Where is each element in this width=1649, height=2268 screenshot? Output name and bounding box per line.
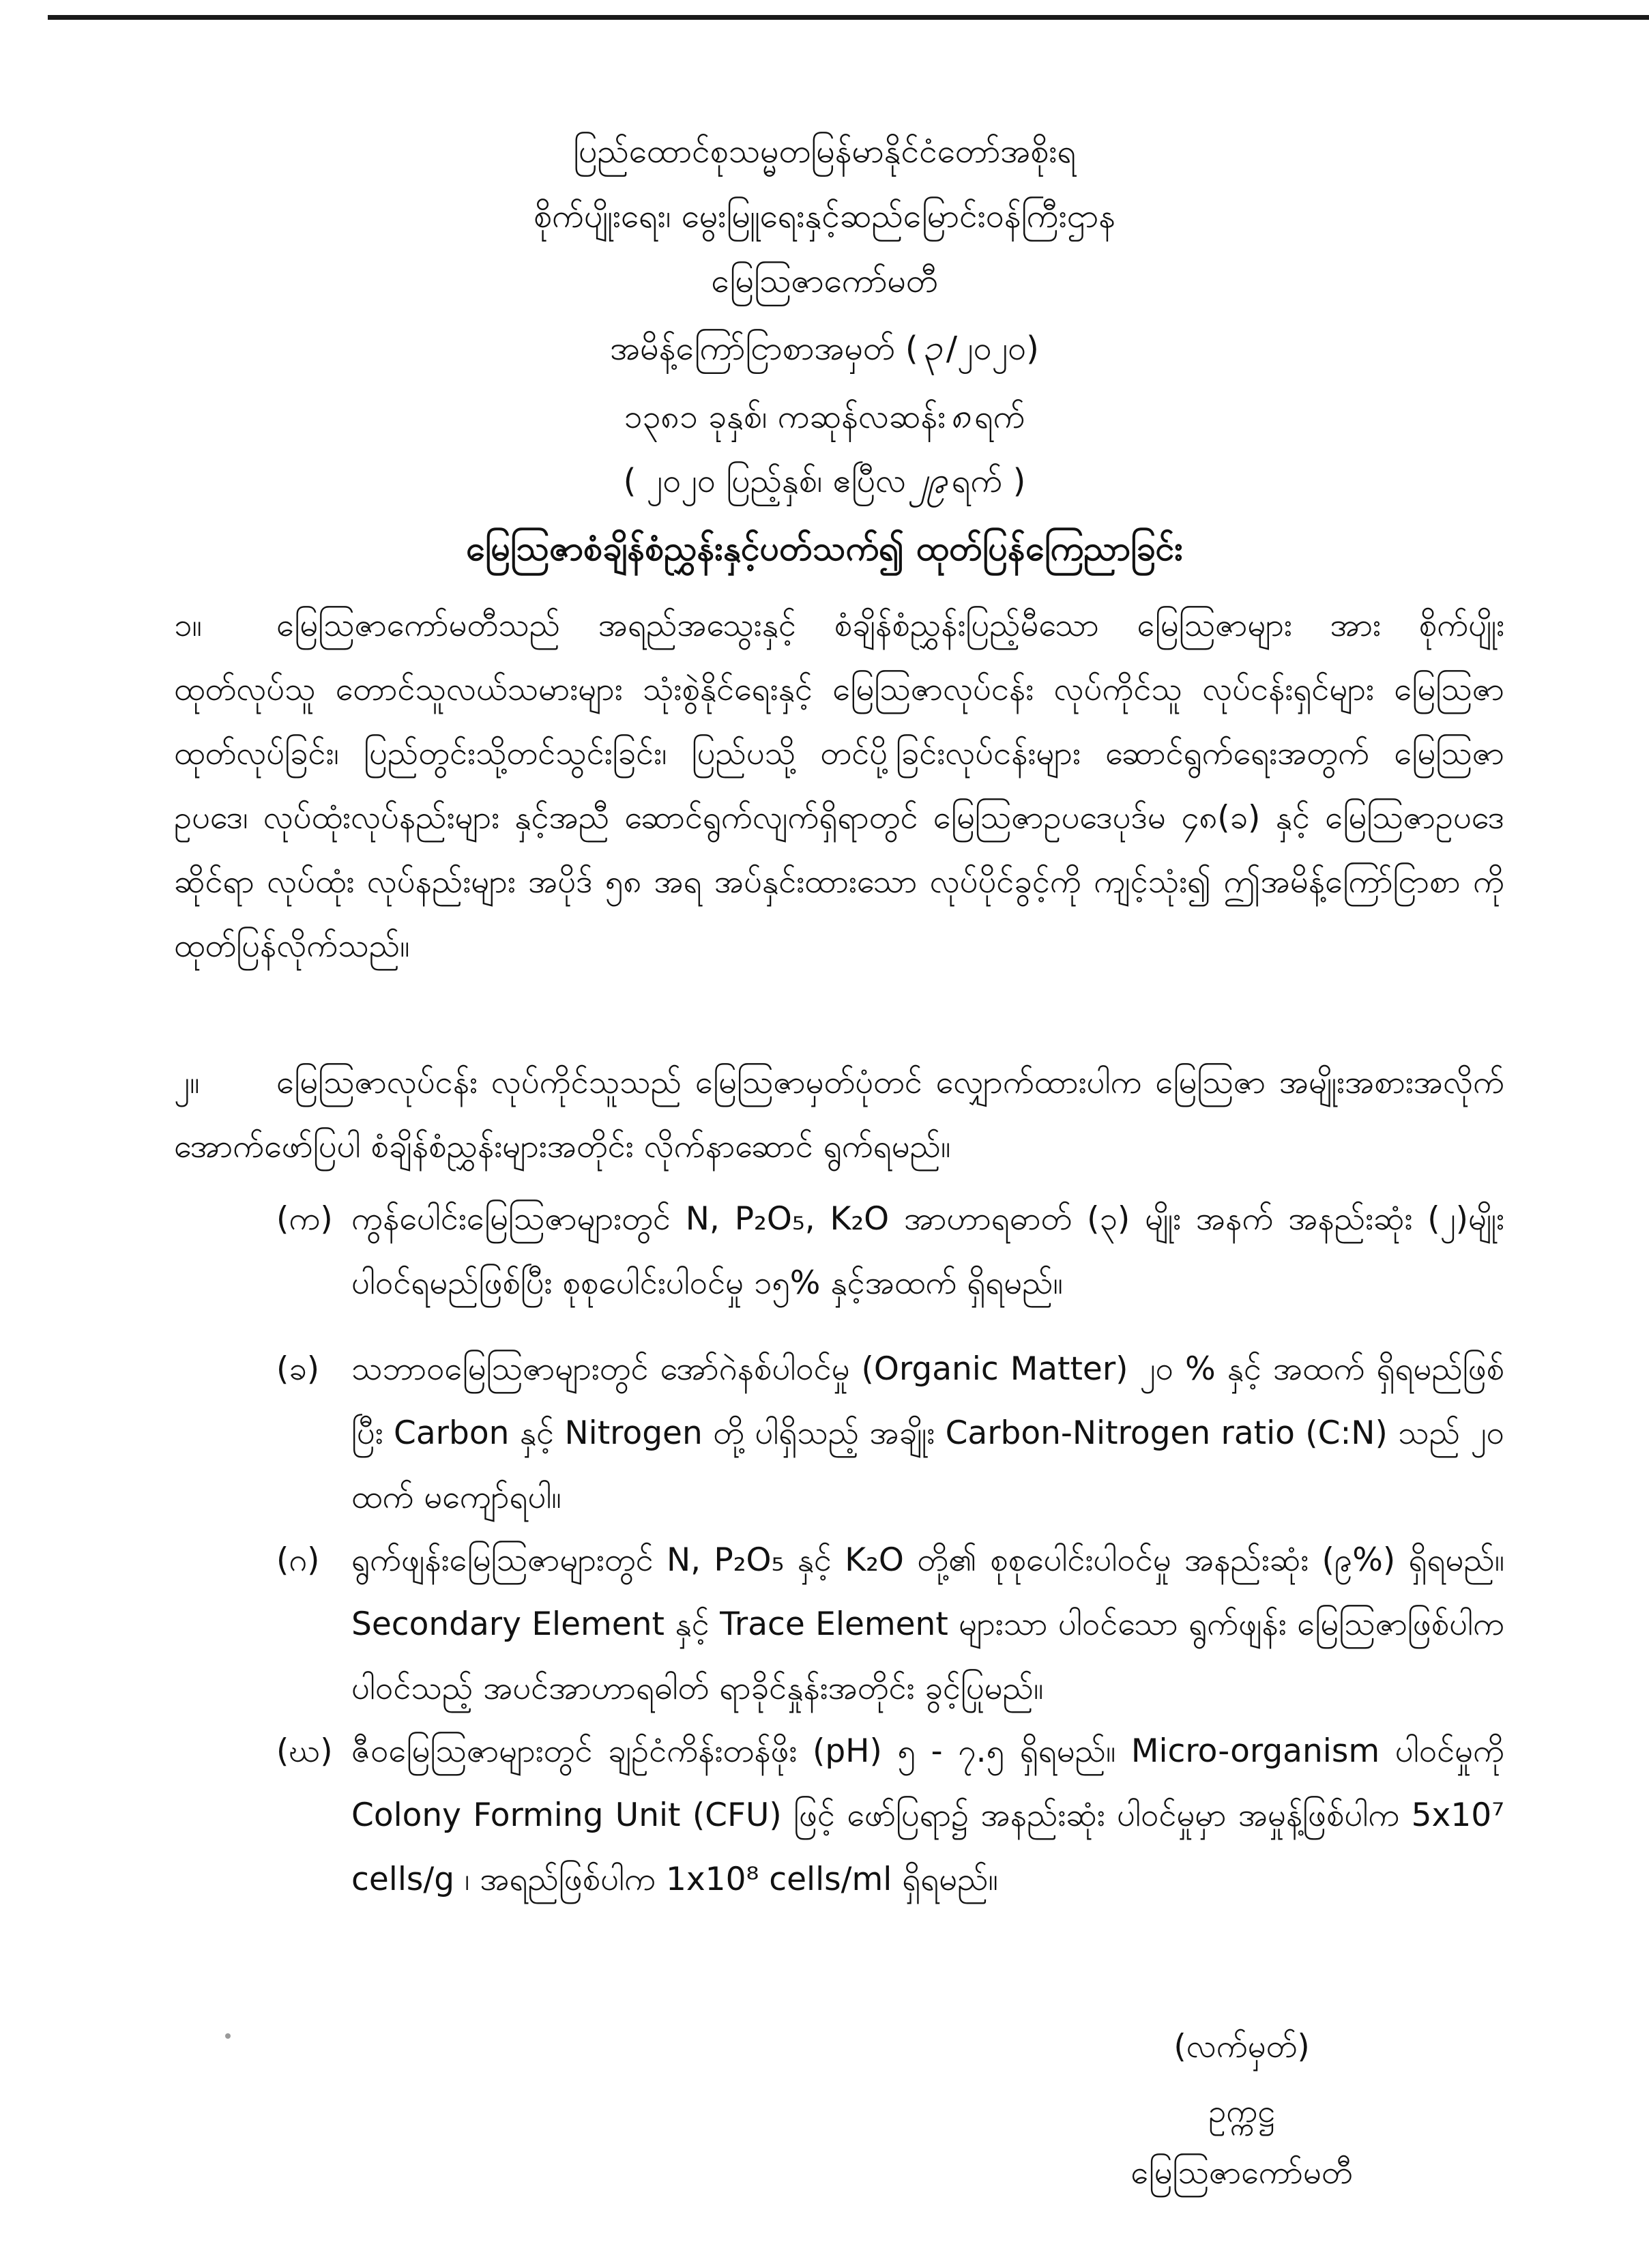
item-text: ကွန်ပေါင်းမြေသြဇာများတွင် N, P₂O₅, K₂O အာဟာရဓာတ် (၃) မျိုး အနက် အနည်းဆုံး (၂)မျိုး ပါဝင်ရမည်ဖြစ်ပြီး စုစုပေါင်းပါဝင်မှု ၁၅% နှင့်အထက် ရှိရမည်။ — [351, 1200, 1504, 1302]
item-label: (က) — [276, 1200, 333, 1238]
gregorian-date-day-handwritten: ၂၉ — [910, 460, 948, 501]
top-border-rule — [48, 15, 1649, 20]
myanmar-date-suffix: ရက် — [974, 398, 1025, 436]
paragraph-number: ၂။ — [174, 1064, 200, 1101]
order-number-handwritten: ၃ — [922, 328, 942, 368]
gregorian-date-prefix: ( ၂၀၂၀ ပြည့်နှစ်၊ ဧပြီလ — [623, 462, 906, 500]
government-title: ပြည်ထောင်စုသမ္မတမြန်မာနိုင်ငံတော်အစိုးရ — [572, 132, 1077, 171]
paragraph-number: ၁။ — [174, 607, 202, 644]
scan-speck — [225, 2033, 231, 2039]
item-text: ရွက်ဖျန်းမြေသြဇာများတွင် N, P₂O₅ နှင့် K₂O တို့၏ စုစုပေါင်းပါဝင်မှု အနည်းဆုံး (၉%) ရှိရမည်။ Secondary Element နှင့် Trace Element များသာ ပါဝင်သော ရွက်ဖျန်း မြေသြဇာဖြစ်ပါက ပါဝင်သည့် အပင်အာဟာရဓါတ် ရာခိုင်နှုန်းအတိုင်း ခွင့်ပြုမည်။ — [351, 1541, 1504, 1707]
order-number-line — [0, 326, 1649, 370]
item-text: သဘာဝမြေသြဇာများတွင် အော်ဂဲနစ်ပါဝင်မှု (Organic Matter) ၂၀ % နှင့် အထက် ရှိရမည်ဖြစ်ပြီး Carbon နှင့် Nitrogen တို့ ပါရှိသည့် အချိုး Carbon-Nitrogen ratio (C:N) သည် ၂၀ ထက် မကျော်ရပါ။ — [351, 1350, 1504, 1516]
signature-signed: (လက်မှတ်) — [1173, 2028, 1310, 2065]
item-label: (ဃ) — [276, 1732, 333, 1770]
standard-item-organic — [276, 1337, 1504, 1530]
gregorian-date-suffix: ရက် ) — [951, 462, 1026, 500]
notice-subject: မြေသြဇာစံချိန်စံညွှန်းနှင့်ပတ်သက်၍ ထုတ်ပြန်ကြေညာခြင်း — [465, 529, 1184, 568]
myanmar-date-line — [0, 394, 1649, 439]
standard-item-compound — [276, 1187, 1504, 1315]
myanmar-date-day-handwritten: ၈ — [950, 396, 971, 437]
gregorian-date-line — [0, 459, 1649, 503]
paragraph-2 — [174, 1051, 1504, 1179]
standard-item-foliar — [276, 1528, 1504, 1721]
order-number-suffix: /၂၀၂၀) — [946, 330, 1039, 368]
paragraph-1 — [174, 594, 1504, 978]
ministry-title: စိုက်ပျိုးရေး၊ မွေးမြူရေးနှင့်ဆည်မြောင်းဝန်ကြီးဌာန — [534, 197, 1115, 235]
standard-item-biofertilizer — [276, 1719, 1504, 1912]
order-number-prefix: အမိန့်ကြော်ငြာစာအမှတ် ( — [610, 330, 918, 368]
committee-title: မြေသြဇာကော်မတီ — [711, 262, 938, 300]
myanmar-date-prefix: ၁၃၈၁ ခုနှစ်၊ ကဆုန်လဆန်း — [624, 398, 946, 436]
item-text: ဇီဝမြေသြဇာများတွင် ချဉ်ငံကိန်းတန်ဖိုး (pH) ၅ - ၇.၅ ရှိရမည်။ Micro-organism ပါဝင်မှုကို Colony Forming Unit (CFU) ဖြင့် ဖော်ပြရာ၌ အနည်းဆုံး ပါဝင်မှုမှာ အမှုန့်ဖြစ်ပါက 5x10⁷ cells/g ၊ အရည်ဖြစ်ပါက 1x10⁸ cells/ml ရှိရမည်။ — [351, 1732, 1504, 1898]
item-label: (ခ) — [276, 1350, 320, 1388]
signature-title: ဥက္ကဋ္ဌ — [1208, 2093, 1275, 2130]
paragraph-text: မြေသြဇာလုပ်ငန်း လုပ်ကိုင်သူသည် မြေသြဇာမှတ်ပုံတင် လျှောက်ထားပါက မြေသြဇာ အမျိုးအစားအလိုက် အောက်ဖော်ပြပါ စံချိန်စံညွှန်းများအတိုင်း လိုက်နာဆောင် ရွက်ရမည်။ — [174, 1064, 1504, 1165]
signature-committee: မြေသြဇာကော်မတီ — [1130, 2154, 1353, 2192]
paragraph-text: မြေသြဇာကော်မတီသည် အရည်အသွေးနှင့် စံချိန်စံညွှန်းပြည့်မီသော မြေသြဇာများ အား စိုက်ပျိုးထုတ်လုပ်သူ တောင်သူလယ်သမားများ သုံးစွဲနိုင်ရေးနှင့် မြေသြဇာလုပ်ငန်း လုပ်ကိုင်သူ လုပ်ငန်းရှင်များ မြေသြဇာထုတ်လုပ်ခြင်း၊ ပြည်တွင်းသို့တင်သွင်းခြင်း၊ ပြည်ပသို့ တင်ပို့ခြင်းလုပ်ငန်းများ ဆောင်ရွက်ရေးအတွက် မြေသြဇာဥပဒေ၊ လုပ်ထုံးလုပ်နည်းများ နှင့်အညီ ဆောင်ရွက်လျက်ရှိရာတွင် မြေသြဇာဥပဒေပုဒ်မ ၄၈(ခ) နှင့် မြေသြဇာဥပဒေဆိုင်ရာ လုပ်ထုံး လုပ်နည်းများ အပိုဒ် ၅၈ အရ အပ်နှင်းထားသော လုပ်ပိုင်ခွင့်ကို ကျင့်သုံး၍ ဤအမိန့်ကြော်ငြာစာ ကို ထုတ်ပြန်လိုက်သည်။ — [174, 607, 1504, 965]
item-label: (ဂ) — [276, 1541, 320, 1579]
